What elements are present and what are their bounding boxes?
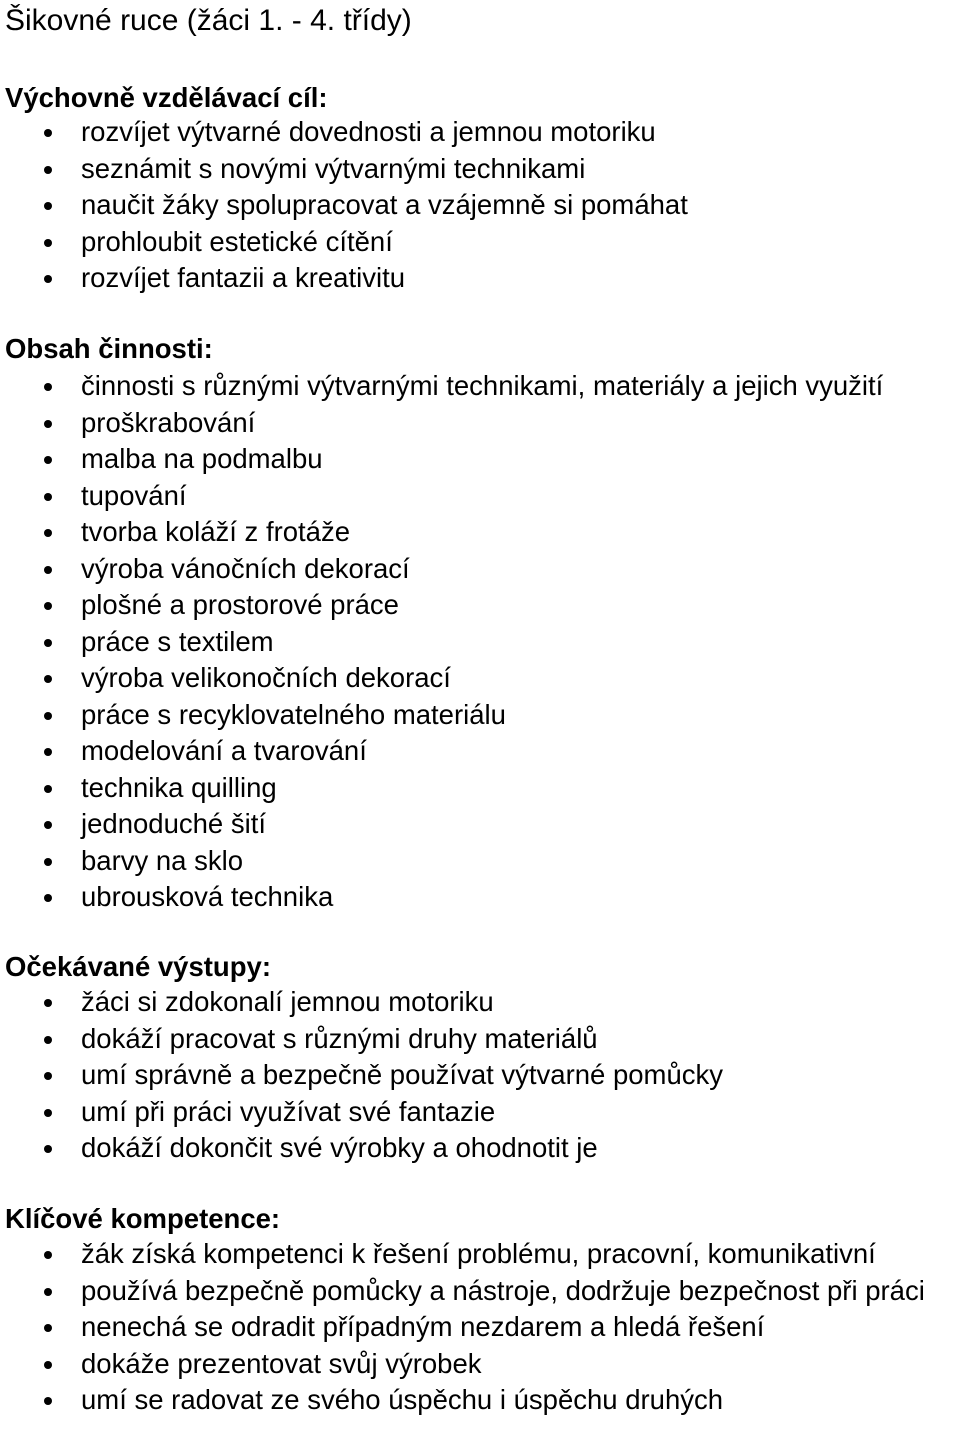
list-item: malba na podmalbu (0, 441, 960, 478)
competences-list (0, 1236, 960, 1419)
list-item: dokáží dokončit své výrobky a ohodnotit je (0, 1130, 960, 1167)
list-item: žáci si zdokonalí jemnou motoriku (0, 984, 960, 1021)
list-item: žák získá kompetenci k řešení problému, pracovní, komunikativní (0, 1236, 960, 1273)
list-item: proškrabování (0, 405, 960, 442)
list-item: tupování (0, 478, 960, 515)
list-item: barvy na sklo (0, 843, 960, 880)
list-item: výroba velikonočních dekorací (0, 660, 960, 697)
list-item: výroba vánočních dekorací (0, 551, 960, 588)
list-item: prohloubit estetické cítění (0, 224, 960, 261)
content-list (0, 368, 960, 916)
list-item: jednoduché šití (0, 806, 960, 843)
list-item: dokáže prezentovat svůj výrobek (0, 1346, 960, 1383)
goals-list (0, 114, 960, 297)
list-item: seznámit s novými výtvarnými technikami (0, 151, 960, 188)
section-heading-goals: Výchovně vzdělávací cíl: (5, 82, 328, 113)
list-item: umí při práci využívat své fantazie (0, 1094, 960, 1131)
list-item: rozvíjet fantazii a kreativitu (0, 260, 960, 297)
list-item: rozvíjet výtvarné dovednosti a jemnou motoriku (0, 114, 960, 151)
list-item: umí správně a bezpečně používat výtvarné pomůcky (0, 1057, 960, 1094)
section-heading-outcomes: Očekávané výstupy: (5, 951, 271, 982)
list-item: technika quilling (0, 770, 960, 807)
list-item: dokáží pracovat s různými druhy materiálů (0, 1021, 960, 1058)
list-item: nenechá se odradit případným nezdarem a hledá řešení (0, 1309, 960, 1346)
section-heading-competences: Klíčové kompetence: (5, 1203, 281, 1234)
list-item: práce s recyklovatelného materiálu (0, 697, 960, 734)
section-heading-content: Obsah činnosti: (5, 333, 213, 364)
list-item: naučit žáky spolupracovat a vzájemně si pomáhat (0, 187, 960, 224)
list-item: činnosti s různými výtvarnými technikami, materiály a jejich využití (0, 368, 960, 405)
list-item: umí se radovat ze svého úspěchu i úspěchu druhých (0, 1382, 960, 1419)
list-item: modelování a tvarování (0, 733, 960, 770)
list-item: používá bezpečně pomůcky a nástroje, dodržuje bezpečnost při práci (0, 1273, 941, 1310)
outcomes-list (0, 984, 960, 1167)
list-item: plošné a prostorové práce (0, 587, 960, 624)
list-item: tvorba koláží z frotáže (0, 514, 960, 551)
list-item: ubrousková technika (0, 879, 960, 916)
page-title: Šikovné ruce (žáci 1. - 4. třídy) (5, 4, 412, 37)
list-item: práce s textilem (0, 624, 960, 661)
